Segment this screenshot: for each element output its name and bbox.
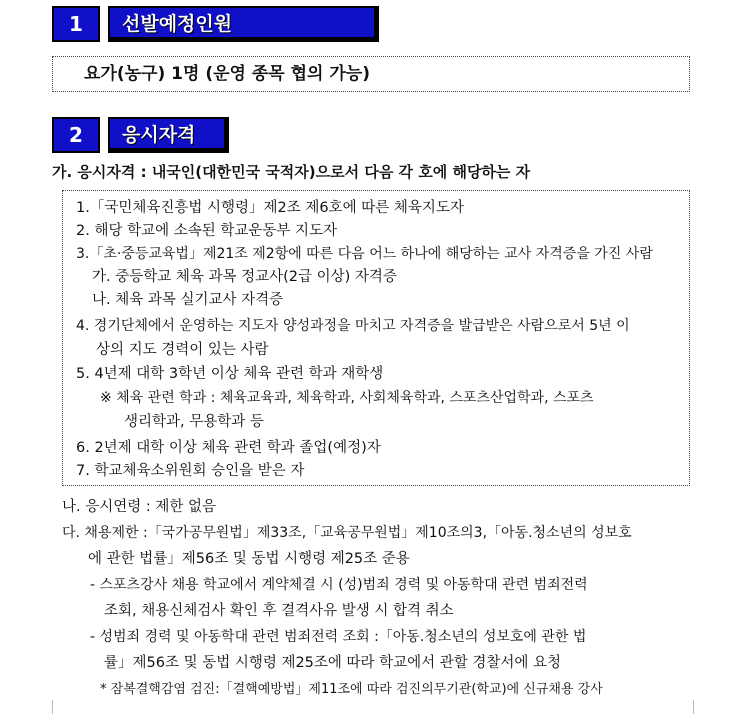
hiring-restriction-line-6: 률」제56조 및 동법 시행령 제25조에 따라 학교에서 관할 경찰서에 요청 (104, 655, 562, 671)
hiring-restriction-line-1: 다. 채용제한 :「국가공무원법」제33조,「교육공무원법」제10조의3,「아동.청소년의 성보호 (62, 525, 632, 541)
section-1-title: 선발예정인원 (108, 6, 379, 42)
section-1-header (52, 6, 379, 42)
hiring-restriction-line-3: - 스포츠강사 채용 학교에서 계약체결 시 (성)범죄 경력 및 아동학대 관련 범죄전력 (90, 577, 588, 593)
qualification-item-5-note-cont: 생리학과, 무용학과 등 (124, 414, 264, 430)
qualification-heading: 가. 응시자격 : 내국인(대한민국 국적자)으로서 다음 각 호에 해당하는 자 (52, 163, 531, 181)
age-requirement: 나. 응시연령 : 제한 없음 (62, 499, 216, 515)
section-1-number: 1 (52, 6, 100, 42)
hiring-restriction-line-4: 조회, 채용신체검사 확인 후 결격사유 발생 시 합격 취소 (104, 603, 454, 619)
page-corner-mark-left (34, 700, 53, 714)
section-2-number: 2 (52, 117, 100, 153)
qualification-item-4: 4. 경기단체에서 운영하는 지도자 양성과정을 마치고 자격증을 발급받은 사람으로서 5년 이 (76, 318, 630, 334)
qualification-item-6: 6. 2년제 대학 이상 체육 관련 학과 졸업(예정)자 (76, 440, 381, 456)
hiring-restriction-line-5: - 성범죄 경력 및 아동학대 관련 범죄전력 조회 :「아동.청소년의 성보호에 관한 법 (90, 629, 587, 645)
qualification-item-2: 2. 해당 학교에 소속된 학교운동부 지도자 (76, 223, 337, 239)
qualification-item-7: 7. 학교체육소위원회 승인을 받은 자 (76, 463, 305, 479)
qualification-item-3-sub-ga: 가. 중등학교 체육 과목 정교사(2급 이상) 자격증 (92, 269, 397, 285)
section-2-title: 응시자격 (108, 117, 229, 153)
qualification-item-5: 5. 4년제 대학 3학년 이상 체육 관련 학과 재학생 (76, 366, 384, 382)
qualification-item-4-cont: 상의 지도 경력이 있는 사람 (96, 342, 269, 358)
qualification-item-3-sub-na: 나. 체육 과목 실기교사 자격증 (92, 292, 284, 308)
hiring-restriction-line-2: 에 관한 법률」제56조 및 동법 시행령 제25조 준용 (88, 551, 410, 567)
qualification-item-5-note: ※ 체육 관련 학과 : 체육교육과, 체육학과, 사회체육학과, 스포츠산업학과, 스포츠 (100, 390, 594, 406)
qualification-item-1: 1.「국민체육진흥법 시행령」제2조 제6호에 따른 체육지도자 (76, 200, 464, 216)
qualification-item-3: 3.「초·중등교육법」제21조 제2항에 따른 다음 어느 하나에 해당하는 교사 자격증을 가진 사람 (76, 246, 653, 262)
section-2-header (52, 117, 229, 153)
page-corner-mark-right (693, 700, 712, 714)
tb-screening-note: * 잠복결핵감염 검진:「결핵예방법」제11조에 따라 검진의무기관(학교)에 신규채용 강사 (100, 682, 603, 697)
section-1-content: 요가(농구) 1명 (운영 종목 협의 가능) (84, 64, 370, 84)
